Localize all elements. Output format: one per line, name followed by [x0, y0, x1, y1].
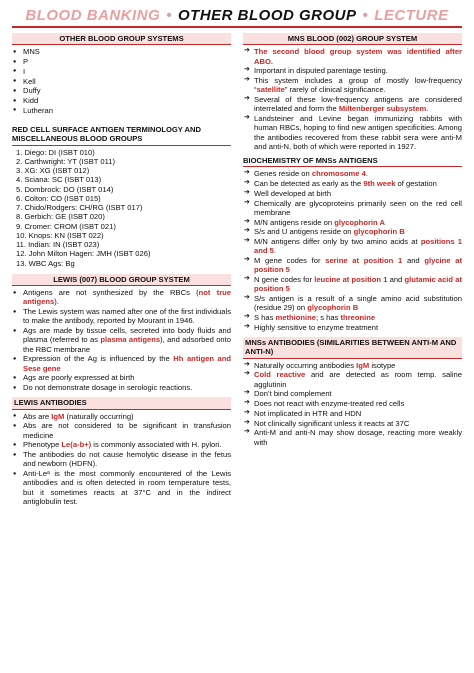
- systems-heading: OTHER BLOOD GROUP SYSTEMS: [12, 33, 231, 45]
- list-item: 10. Knops: KN (ISBT 022): [16, 230, 104, 240]
- list-item: ➔ The second blood group system was identified after ABO.: [243, 47, 462, 66]
- biochemistry-list: [243, 169, 462, 332]
- list-item: 4. Sciana: SC (ISBT 013): [16, 175, 102, 185]
- list-item: 13. WBC Ags: Bg: [16, 258, 75, 268]
- list-item: 7. Chido/Rodgers: CH/RG (ISBT 017): [16, 203, 143, 212]
- terminology-heading: RED CELL SURFACE ANTIGEN TERMINOLOGY AND MISCELLANEOUS BLOOD GROUPS: [12, 125, 231, 146]
- mns-section: [243, 33, 462, 151]
- list-item: 11. Indian: IN (ISBT 023): [16, 240, 100, 249]
- lewis-heading: LEWIS (007) BLOOD GROUP SYSTEM: [12, 274, 231, 286]
- list-item: ➔ Important in disputed parentage testing.: [243, 66, 462, 75]
- lewis-antibodies-section: [12, 397, 231, 506]
- list-item: ➔ M gene codes for serine at position 1 and glycine at position 5: [243, 256, 462, 275]
- list-item: ➔ Chemically are glycoproteins primarily seen on the red cell membrane: [243, 199, 462, 218]
- header-topic: OTHER BLOOD GROUP: [177, 6, 357, 24]
- header-type: LECTURE: [374, 6, 449, 24]
- list-item: ➔ S/s and U antigens reside on glycophorin B: [243, 227, 462, 236]
- list-item: ➔ Don’t bind complement: [243, 389, 462, 398]
- list-item: ● Ags are poorly expressed at birth: [12, 373, 231, 382]
- list-item: ● Phenotype Le(a-b+) is commonly associated with H. pylori.: [12, 440, 231, 449]
- header-separator: •: [362, 6, 369, 24]
- list-item: ➔ Not implicated in HTR and HDN: [243, 409, 462, 418]
- list-item: ➔ This system includes a group of mostly low-frequency “satellite” rarely of clinical significance.: [243, 76, 462, 95]
- list-item: ➔ S has methionine; s has threonine: [243, 313, 462, 322]
- list-item: ➔ Landsteiner and Levine began immunizing rabbits with human RBCs, hoping to find new antigen specificities. Among the antibodies recovered from these rabbit sera were anti-M and anti-N, both of which were reported in 1927.: [243, 114, 462, 151]
- list-item: ➔ M/N antigens reside on glycophorin A: [243, 218, 462, 227]
- list-item: ➔ Several of these low-frequency antigens are considered interrelated and form the Miltenberger subsystem.: [243, 95, 462, 114]
- list-item: ● Antigens are not synthesized by the RBCs (not true antigens).: [12, 288, 231, 307]
- list-item: ➔ Not clinically significant unless it reacts at 37C: [243, 419, 462, 428]
- list-item: ● MNS: [12, 47, 231, 56]
- lewis-list: [12, 288, 231, 392]
- list-item: ➔ N gene codes for leucine at position 1 and glutamic acid at position 5: [243, 275, 462, 294]
- list-item: ● The antibodies do not cause hemolytic disease in the fetus and newborn (HDFN).: [12, 450, 231, 469]
- list-item: ● Ags are made by tissue cells, secreted into body fluids and plasma (referred to as plasma antigens), and adsorbed onto the RBC membrane: [12, 326, 231, 354]
- list-item: ➔ Does not react with enzyme-treated red cells: [243, 399, 462, 408]
- lewis-antibodies-heading: LEWIS ANTIBODIES: [12, 397, 231, 409]
- list-item: ➔ S/s antigen is a result of a single amino acid substitution (residue 29) on glycophorin B: [243, 294, 462, 313]
- list-item: ● Abs are IgM (naturally occurring): [12, 412, 231, 421]
- list-item: ➔ Cold reactive and are detected as room temp. saline agglutinin: [243, 370, 462, 389]
- list-item: ● Expression of the Ag is influenced by the Hh antigen and Sese gene: [12, 354, 231, 373]
- list-item: ➔ M/N antigens differ only by two amino acids at positions 1 and 5.: [243, 237, 462, 256]
- list-item: ● I: [12, 67, 231, 76]
- list-item: ● Do not demonstrate dosage in serologic reactions.: [12, 383, 231, 392]
- list-item: ➔ Naturally occurring antibodies IgM isotype: [243, 361, 462, 370]
- left-column: [12, 33, 231, 511]
- list-item: ● Kell: [12, 77, 231, 86]
- lewis-antibodies-list: [12, 412, 231, 507]
- header-subject: BLOOD BANKING: [25, 6, 161, 24]
- list-item: 2. Carthwright: YT (ISBT 011): [16, 156, 116, 166]
- list-item: ● Kidd: [12, 96, 231, 105]
- biochemistry-section: [243, 156, 462, 332]
- mns-antibodies-heading: MNSs ANTIBODIES (SIMILARITIES BETWEEN ANTI-M AND ANTI-N): [243, 337, 462, 359]
- columns: [12, 33, 462, 511]
- list-item: ● Duffy: [12, 86, 231, 95]
- page-header: [12, 6, 462, 28]
- list-item: ● Anti-Leᵃ is the most commonly encountered of the Lewis antibodies and is often detected in room temperature tests, but it sometimes reacts at 37°C and in the indirect antiglobulin test.: [12, 469, 231, 506]
- lewis-section: [12, 274, 231, 393]
- mns-antibodies-list: [243, 361, 462, 447]
- list-item: ● Abs are not considered to be significant in transfusion medicine: [12, 421, 231, 440]
- biochemistry-heading: BIOCHEMISTRY OF MNSs ANTIGENS: [243, 156, 462, 167]
- terminology-section: [12, 125, 231, 268]
- list-item: ● P: [12, 57, 231, 66]
- list-item: 9. Cromer: CROM (ISBT 021): [16, 221, 116, 231]
- systems-list: [12, 47, 231, 115]
- systems-section: [12, 33, 231, 115]
- list-item: ● The Lewis system was named after one of the first individuals to make the antibody, reported by Mourant in 1946.: [12, 307, 231, 326]
- mns-list: [243, 47, 462, 151]
- mns-heading: MNS BLOOD (002) GROUP SYSTEM: [243, 33, 462, 45]
- list-item: ➔ Genes reside on chromosome 4.: [243, 169, 462, 178]
- list-item: 12. John Milton Hagen: JMH (ISBT 026): [16, 249, 151, 259]
- list-item: ➔ Highly sensitive to enzyme treatment: [243, 323, 462, 332]
- terminology-list: [12, 148, 231, 268]
- list-item: 6. Colton: CO (ISBT 015): [16, 193, 101, 203]
- list-item: ➔ Well developed at birth: [243, 189, 462, 198]
- list-item: 3. XG: XG (ISBT 012): [16, 166, 90, 175]
- header-separator: •: [166, 6, 172, 24]
- list-item: ➔ Anti-M and anti-N may show dosage, reacting more weakly with: [243, 428, 462, 447]
- list-item: ● Lutheran: [12, 106, 231, 115]
- list-item: ➔ Can be detected as early as the 9th week of gestation: [243, 179, 462, 188]
- list-item: 1. Diego: DI (ISBT 010): [16, 147, 95, 157]
- list-item: 8. Gerbich: GE (ISBT 020): [16, 212, 105, 222]
- list-item: 5. Dombrock: DO (ISBT 014): [16, 184, 114, 194]
- right-column: [243, 33, 462, 511]
- mns-antibodies-section: [243, 337, 462, 447]
